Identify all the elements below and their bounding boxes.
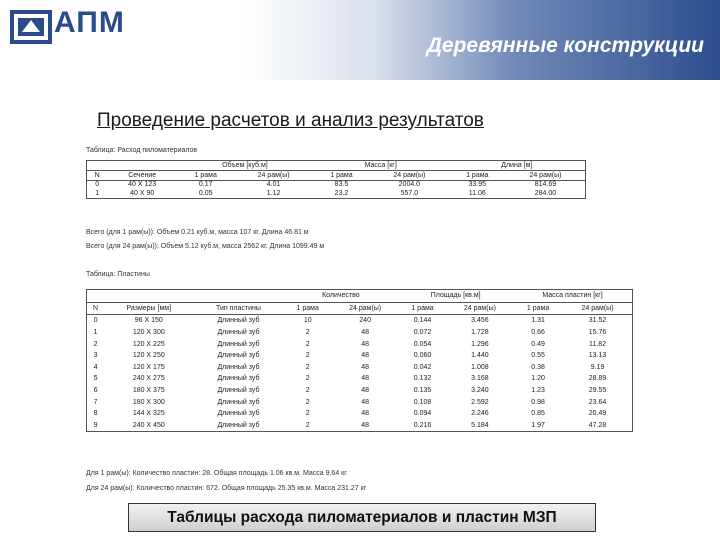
table-cell: 120 X 250 xyxy=(132,352,165,360)
table-cell: 4 xyxy=(93,363,98,371)
table-cell: 2 xyxy=(305,352,310,360)
column-header: N xyxy=(87,302,105,315)
table-cell: Длинный зуб xyxy=(217,398,260,406)
table-cell: Длинный зуб xyxy=(217,340,260,348)
page-subtitle: Проведение расчетов и анализ результатов xyxy=(97,110,484,131)
table-cell: 1.20 xyxy=(531,375,545,383)
table-cell: 2 xyxy=(93,340,98,348)
table-cell: 0.144 xyxy=(413,317,432,325)
table-cell: 2 xyxy=(305,410,310,418)
table-cell: 33.95 xyxy=(468,181,487,189)
table-cell: 40 X 123 xyxy=(128,181,157,189)
apm-logo-icon xyxy=(10,10,52,44)
column-header: 24 рам(ы) xyxy=(332,302,398,315)
table-cell: 23.64 xyxy=(588,398,607,406)
table-cell: 96 X 150 xyxy=(134,317,163,325)
table-cell: 814.69 xyxy=(534,181,557,189)
column-header: N xyxy=(87,170,108,180)
table-cell: 48 xyxy=(361,329,370,337)
table-cell: 3.240 xyxy=(471,387,489,395)
table-cell: 1.296 xyxy=(471,340,489,348)
table-cell: 1.97 xyxy=(531,421,545,429)
table-cell: 13.13 xyxy=(588,352,607,360)
table-row xyxy=(87,373,633,385)
column-header: 1 рама xyxy=(398,302,446,315)
table-cell: 0.042 xyxy=(413,363,432,371)
logo-text: АПМ xyxy=(54,6,125,39)
table-row xyxy=(87,327,633,339)
slide-header xyxy=(0,0,720,80)
table1-total-note: Всего (для 1 рам(ы)): Объем 0.21 куб.м, масса 107 кг. Длина 46.81 м xyxy=(86,229,309,236)
table-cell: 48 xyxy=(361,363,370,371)
column-header: 24 рам(ы) xyxy=(447,302,513,315)
table-cell: 0.132 xyxy=(413,375,432,383)
plates-table xyxy=(86,289,633,432)
column-header: 24 рам(ы) xyxy=(234,170,312,180)
table-cell: 1.008 xyxy=(471,363,489,371)
table-cell: 40 X 90 xyxy=(130,190,155,198)
table-cell: 2004.0 xyxy=(398,181,421,189)
table-row xyxy=(87,396,633,408)
table-cell: Длинный зуб xyxy=(217,375,260,383)
table-cell: 2.246 xyxy=(471,410,489,418)
table-cell: 31.52 xyxy=(588,317,607,325)
table-cell: 180 X 375 xyxy=(132,387,165,395)
table-cell: 48 xyxy=(361,352,370,360)
column-header: 1 рама xyxy=(513,302,563,315)
lumber-table xyxy=(86,160,586,199)
table2-total-note: Для 1 рам(ы): Количество пластин: 28. Общая площадь 1.06 кв.м. Масса 9.64 кг xyxy=(86,470,347,477)
table-row xyxy=(87,315,633,327)
table-cell: Длинный зуб xyxy=(217,387,260,395)
table-cell: 2 xyxy=(305,421,310,429)
table-cell: 120 X 225 xyxy=(132,340,165,348)
slide-title: Деревянные конструкции xyxy=(426,34,704,57)
table-cell: 120 X 300 xyxy=(132,329,165,337)
group-header: Масса пластин [кг] xyxy=(542,292,603,300)
column-header: 1 рама xyxy=(313,170,370,180)
table-cell: 0.060 xyxy=(413,352,432,360)
table-cell: 20.49 xyxy=(588,410,607,418)
table-cell: Длинный зуб xyxy=(217,317,260,325)
table-cell: 557.0 xyxy=(400,190,419,198)
table-cell: Длинный зуб xyxy=(217,410,260,418)
table-cell: 0.85 xyxy=(531,410,545,418)
table-cell: Длинный зуб xyxy=(217,363,260,371)
table1-caption: Таблица: Расход пиломатериалов xyxy=(86,147,198,154)
table-cell: 2 xyxy=(305,398,310,406)
table-row xyxy=(87,338,633,350)
table-row xyxy=(87,420,633,432)
table-row xyxy=(87,350,633,362)
table-cell: 0.17 xyxy=(198,181,213,189)
column-header: Тип пластины xyxy=(193,302,283,315)
table-cell: 28.89 xyxy=(588,375,607,383)
table-cell: 240 X 450 xyxy=(132,421,165,429)
table-cell: 48 xyxy=(361,340,370,348)
table-cell: 1.31 xyxy=(531,317,545,325)
table-cell: 0.38 xyxy=(531,363,545,371)
table2-caption: Таблица: Пластины xyxy=(86,271,150,278)
table-cell: 23.2 xyxy=(334,190,349,198)
column-header: 1 рама xyxy=(283,302,331,315)
table-row xyxy=(87,180,586,189)
table-cell: 3.168 xyxy=(471,375,489,383)
table-cell: Длинный зуб xyxy=(217,421,260,429)
table-cell: 0.66 xyxy=(531,329,545,337)
table-cell: 0.108 xyxy=(413,398,432,406)
table-header-row xyxy=(87,302,633,315)
table-cell: 5 xyxy=(93,375,98,383)
table-cell: 48 xyxy=(361,398,370,406)
table-cell: 11.82 xyxy=(589,340,607,348)
table-cell: 0.094 xyxy=(413,410,432,418)
group-header: Длина [м] xyxy=(501,161,533,169)
table-cell: 0.98 xyxy=(531,398,545,406)
table-row xyxy=(87,385,633,397)
column-header: Размеры [мм] xyxy=(104,302,193,315)
table-cell: 0.55 xyxy=(531,352,545,360)
column-header: 24 рам(ы) xyxy=(370,170,448,180)
table-cell: 2 xyxy=(305,387,310,395)
table-cell: 0 xyxy=(93,317,98,325)
group-header: Объем [куб.м] xyxy=(222,161,268,169)
table-cell: 0.49 xyxy=(531,340,545,348)
group-header: Количество xyxy=(322,292,360,300)
table-cell: 5.184 xyxy=(471,421,489,429)
table-cell: 2 xyxy=(305,363,310,371)
table2-total-note: Для 24 рам(ы): Количество пластин: 672. Общая площадь 25.35 кв.м. Масса 231.27 кг xyxy=(86,485,367,492)
column-header: Сечение xyxy=(107,170,177,180)
table-cell: 2.592 xyxy=(471,398,489,406)
table-cell: 48 xyxy=(361,387,370,395)
table-cell: Длинный зуб xyxy=(217,352,260,360)
table-cell: 1.12 xyxy=(266,190,281,198)
table-cell: 0.054 xyxy=(413,340,432,348)
table-cell: 29.55 xyxy=(588,387,607,395)
table-cell: 8 xyxy=(93,410,98,418)
table-cell: 2 xyxy=(305,329,310,337)
table-cell: 1.23 xyxy=(531,387,545,395)
table-cell: 0.135 xyxy=(413,387,432,395)
table-cell: 48 xyxy=(361,375,370,383)
table-cell: 9.19 xyxy=(590,363,605,371)
table-cell: 48 xyxy=(361,410,370,418)
table-header-row xyxy=(87,170,586,180)
table-group-row xyxy=(87,161,586,171)
table-cell: 15.76 xyxy=(588,329,607,337)
table-cell: 0.072 xyxy=(413,329,432,337)
table-cell: 1 xyxy=(93,329,98,337)
table-group-row xyxy=(87,290,633,303)
table-cell: 1.728 xyxy=(471,329,489,337)
table-cell: 83.5 xyxy=(334,181,349,189)
table-cell: 240 X 275 xyxy=(132,375,165,383)
column-header: 24 рам(ы) xyxy=(506,170,586,180)
group-header: Масса [кг] xyxy=(364,161,397,169)
table-cell: 180 X 300 xyxy=(132,398,165,406)
table-cell: 3.456 xyxy=(471,317,489,325)
table-row xyxy=(87,362,633,374)
table-cell: 9 xyxy=(93,421,98,429)
table-row xyxy=(87,408,633,420)
table-cell: 120 X 175 xyxy=(132,363,165,371)
table-cell: 284.00 xyxy=(534,190,557,198)
column-header: 24 рам(ы) xyxy=(563,302,632,315)
table-cell: 0.05 xyxy=(198,190,213,198)
table1-total-note: Всего (для 24 рам(ы)): Объем 5.12 куб.м, масса 2562 кг. Длина 1099.49 м xyxy=(86,243,325,250)
table-cell: 48 xyxy=(361,421,370,429)
table-cell: 10 xyxy=(303,317,312,325)
column-header: 1 рама xyxy=(177,170,234,180)
table-cell: 2 xyxy=(305,340,310,348)
table-cell: 0 xyxy=(95,181,100,189)
table-cell: 47.28 xyxy=(588,421,607,429)
table-cell: 6 xyxy=(93,387,98,395)
table-cell: 4.01 xyxy=(266,181,281,189)
group-header: Площадь [кв.м] xyxy=(430,292,481,300)
table-cell: 144 X 325 xyxy=(132,410,165,418)
table-cell: 1.440 xyxy=(471,352,489,360)
table-cell: 2 xyxy=(305,375,310,383)
table-cell: 11.06 xyxy=(468,190,486,198)
table-cell: 1 xyxy=(95,190,100,198)
table-cell: 0.216 xyxy=(413,421,432,429)
table-cell: 240 xyxy=(359,317,371,325)
table-cell: 3 xyxy=(93,352,98,360)
column-header: 1 рама xyxy=(449,170,506,180)
table-row xyxy=(87,189,586,198)
table-cell: 7 xyxy=(93,398,98,406)
caption-banner: Таблицы расхода пиломатериалов и пластин МЗП xyxy=(128,503,596,532)
table-cell: Длинный зуб xyxy=(217,329,260,337)
